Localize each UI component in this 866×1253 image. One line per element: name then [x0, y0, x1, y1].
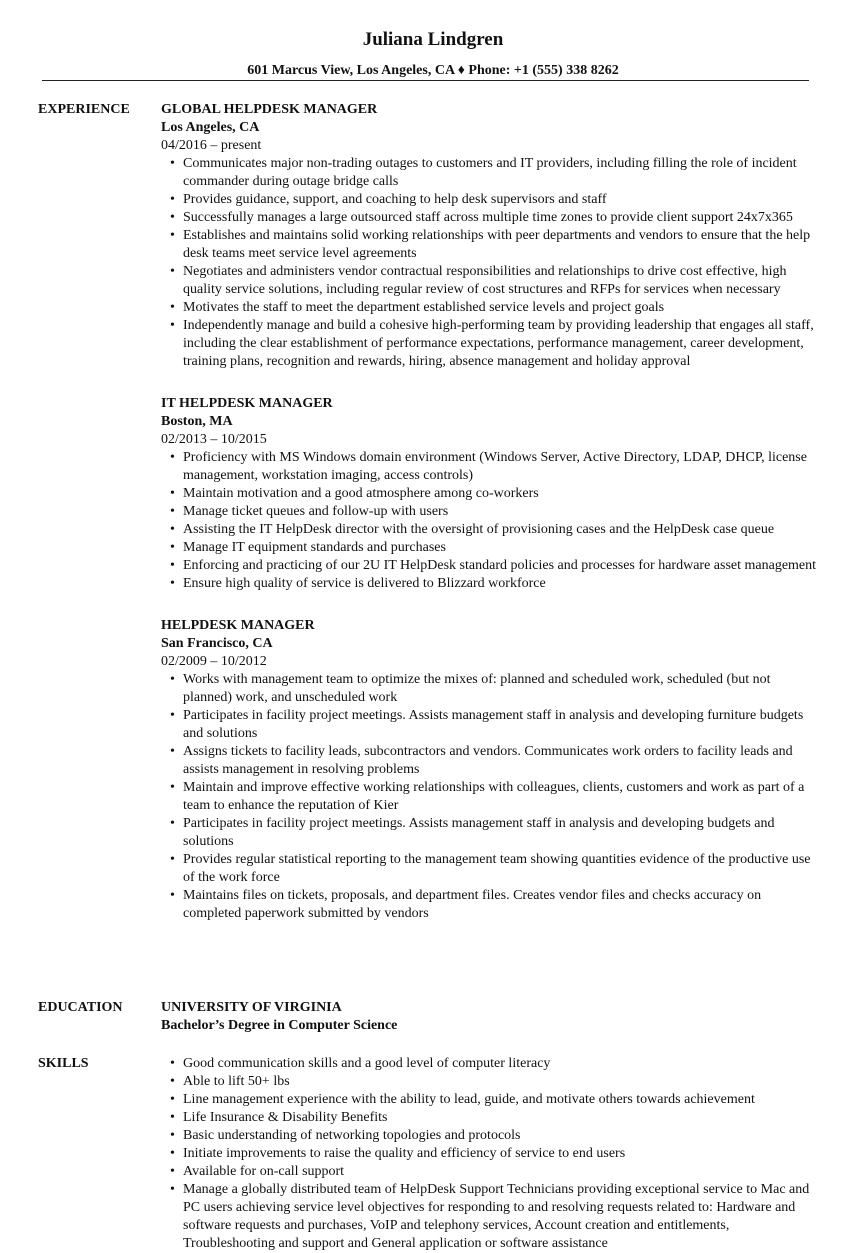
skills-body: [161, 1055, 821, 1253]
job-location: Boston, MA: [161, 414, 233, 429]
bullet-item: • Communicates major non-trading outages to customers and IT providers, including filling the role of incident commander during outage bridge calls: [161, 155, 821, 191]
job-bullets: [161, 155, 821, 371]
education-body: [161, 999, 821, 1035]
skill-item: • Initiate improvements to raise the quality and efficiency of service to end users: [161, 1145, 821, 1163]
job-entry: [161, 101, 821, 371]
job-dates: 02/2013 – 10/2015: [161, 432, 267, 447]
skill-item: • Line management experience with the ability to lead, guide, and motivate others towards achievement: [161, 1091, 821, 1109]
experience-heading: EXPERIENCE: [38, 102, 130, 117]
job-entry: [161, 617, 821, 923]
contact-line: 601 Marcus View, Los Angeles, CA ♦ Phone: +1 (555) 338 8262: [247, 63, 619, 78]
school-name: UNIVERSITY OF VIRGINIA: [161, 1000, 342, 1015]
bullet-item: • Participates in facility project meetings. Assists management staff in analysis and developing furniture budgets and solutions: [161, 707, 821, 743]
skill-item: • Life Insurance & Disability Benefits: [161, 1109, 821, 1127]
job-bullets: [161, 671, 821, 923]
job-title: IT HELPDESK MANAGER: [161, 396, 333, 411]
skill-item: • Good communication skills and a good level of computer literacy: [161, 1055, 821, 1073]
bullet-item: • Ensure high quality of service is delivered to Blizzard workforce: [161, 575, 821, 593]
job-location: Los Angeles, CA: [161, 120, 260, 135]
job-dates: 02/2009 – 10/2012: [161, 654, 267, 669]
bullet-item: • Proficiency with MS Windows domain environment (Windows Server, Active Directory, LDAP, DHCP, license management, workstation imaging, access controls): [161, 449, 821, 485]
skill-item: • Available for on-call support: [161, 1163, 821, 1181]
bullet-item: • Works with management team to optimize the mixes of: planned and scheduled work, scheduled (but not planned) work, and unscheduled work: [161, 671, 821, 707]
header-divider: [42, 80, 809, 81]
job-title: HELPDESK MANAGER: [161, 618, 315, 633]
bullet-item: • Assigns tickets to facility leads, subcontractors and vendors. Communicates work orders to facility leads and assists management in resolving problems: [161, 743, 821, 779]
bullet-item: • Establishes and maintains solid working relationships with peer departments and vendors to ensure that the help desk teams meet service level agreements: [161, 227, 821, 263]
education-heading: EDUCATION: [38, 1000, 123, 1015]
degree: Bachelor’s Degree in Computer Science: [161, 1018, 398, 1033]
skills-heading: SKILLS: [38, 1056, 89, 1071]
job-dates: 04/2016 – present: [161, 138, 262, 153]
bullet-item: • Manage IT equipment standards and purchases: [161, 539, 821, 557]
job-title: GLOBAL HELPDESK MANAGER: [161, 102, 378, 117]
bullet-item: • Successfully manages a large outsourced staff across multiple time zones to provide client support 24x7x365: [161, 209, 821, 227]
bullet-item: • Maintain motivation and a good atmosphere among co-workers: [161, 485, 821, 503]
skills-list: [161, 1055, 821, 1253]
resume-name: Juliana Lindgren: [362, 29, 504, 50]
skill-item: • Able to lift 50+ lbs: [161, 1073, 821, 1091]
bullet-item: • Maintains files on tickets, proposals, and department files. Creates vendor files and checks accuracy on completed paperwork submitted by vendors: [161, 887, 821, 923]
experience-list: [161, 101, 821, 947]
bullet-item: • Provides regular statistical reporting to the management team showing quantities evidence of the productive use of the work force: [161, 851, 821, 887]
bullet-item: • Negotiates and administers vendor contractual responsibilities and relationships to drive cost effective, high quality service solutions, including regular review of cost structures and RFPs for services when necessary: [161, 263, 821, 299]
bullet-item: • Assisting the IT HelpDesk director with the oversight of provisioning cases and the HelpDesk case queue: [161, 521, 821, 539]
bullet-item: • Manage ticket queues and follow-up with users: [161, 503, 821, 521]
job-location: San Francisco, CA: [161, 636, 273, 651]
bullet-item: • Maintain and improve effective working relationships with colleagues, clients, customers and work as part of a team to enhance the reputation of Kier: [161, 779, 821, 815]
skill-item: • Manage a globally distributed team of HelpDesk Support Technicians providing exceptional service to Mac and PC users achieving service level objectives for responding to and resolving requests related to: Hardware and software requests and purchases, VoIP and telephony services, Account creation and entitlements, Troubleshooting and support and General application or software assistance: [161, 1181, 821, 1253]
bullet-item: • Provides guidance, support, and coaching to help desk supervisors and staff: [161, 191, 821, 209]
job-entry: [161, 395, 821, 593]
bullet-item: • Participates in facility project meetings. Assists management staff in analysis and developing budgets and solutions: [161, 815, 821, 851]
job-bullets: [161, 449, 821, 593]
bullet-item: • Enforcing and practicing of our 2U IT HelpDesk standard policies and processes for hardware asset management: [161, 557, 821, 575]
skill-item: • Basic understanding of networking topologies and protocols: [161, 1127, 821, 1145]
bullet-item: • Independently manage and build a cohesive high-performing team by providing leadership that engages all staff, including the clear establishment of performance expectations, performance management, career development, training plans, recognition and rewards, hiring, absence management and holiday approval: [161, 317, 821, 371]
bullet-item: • Motivates the staff to meet the department established service levels and project goals: [161, 299, 821, 317]
